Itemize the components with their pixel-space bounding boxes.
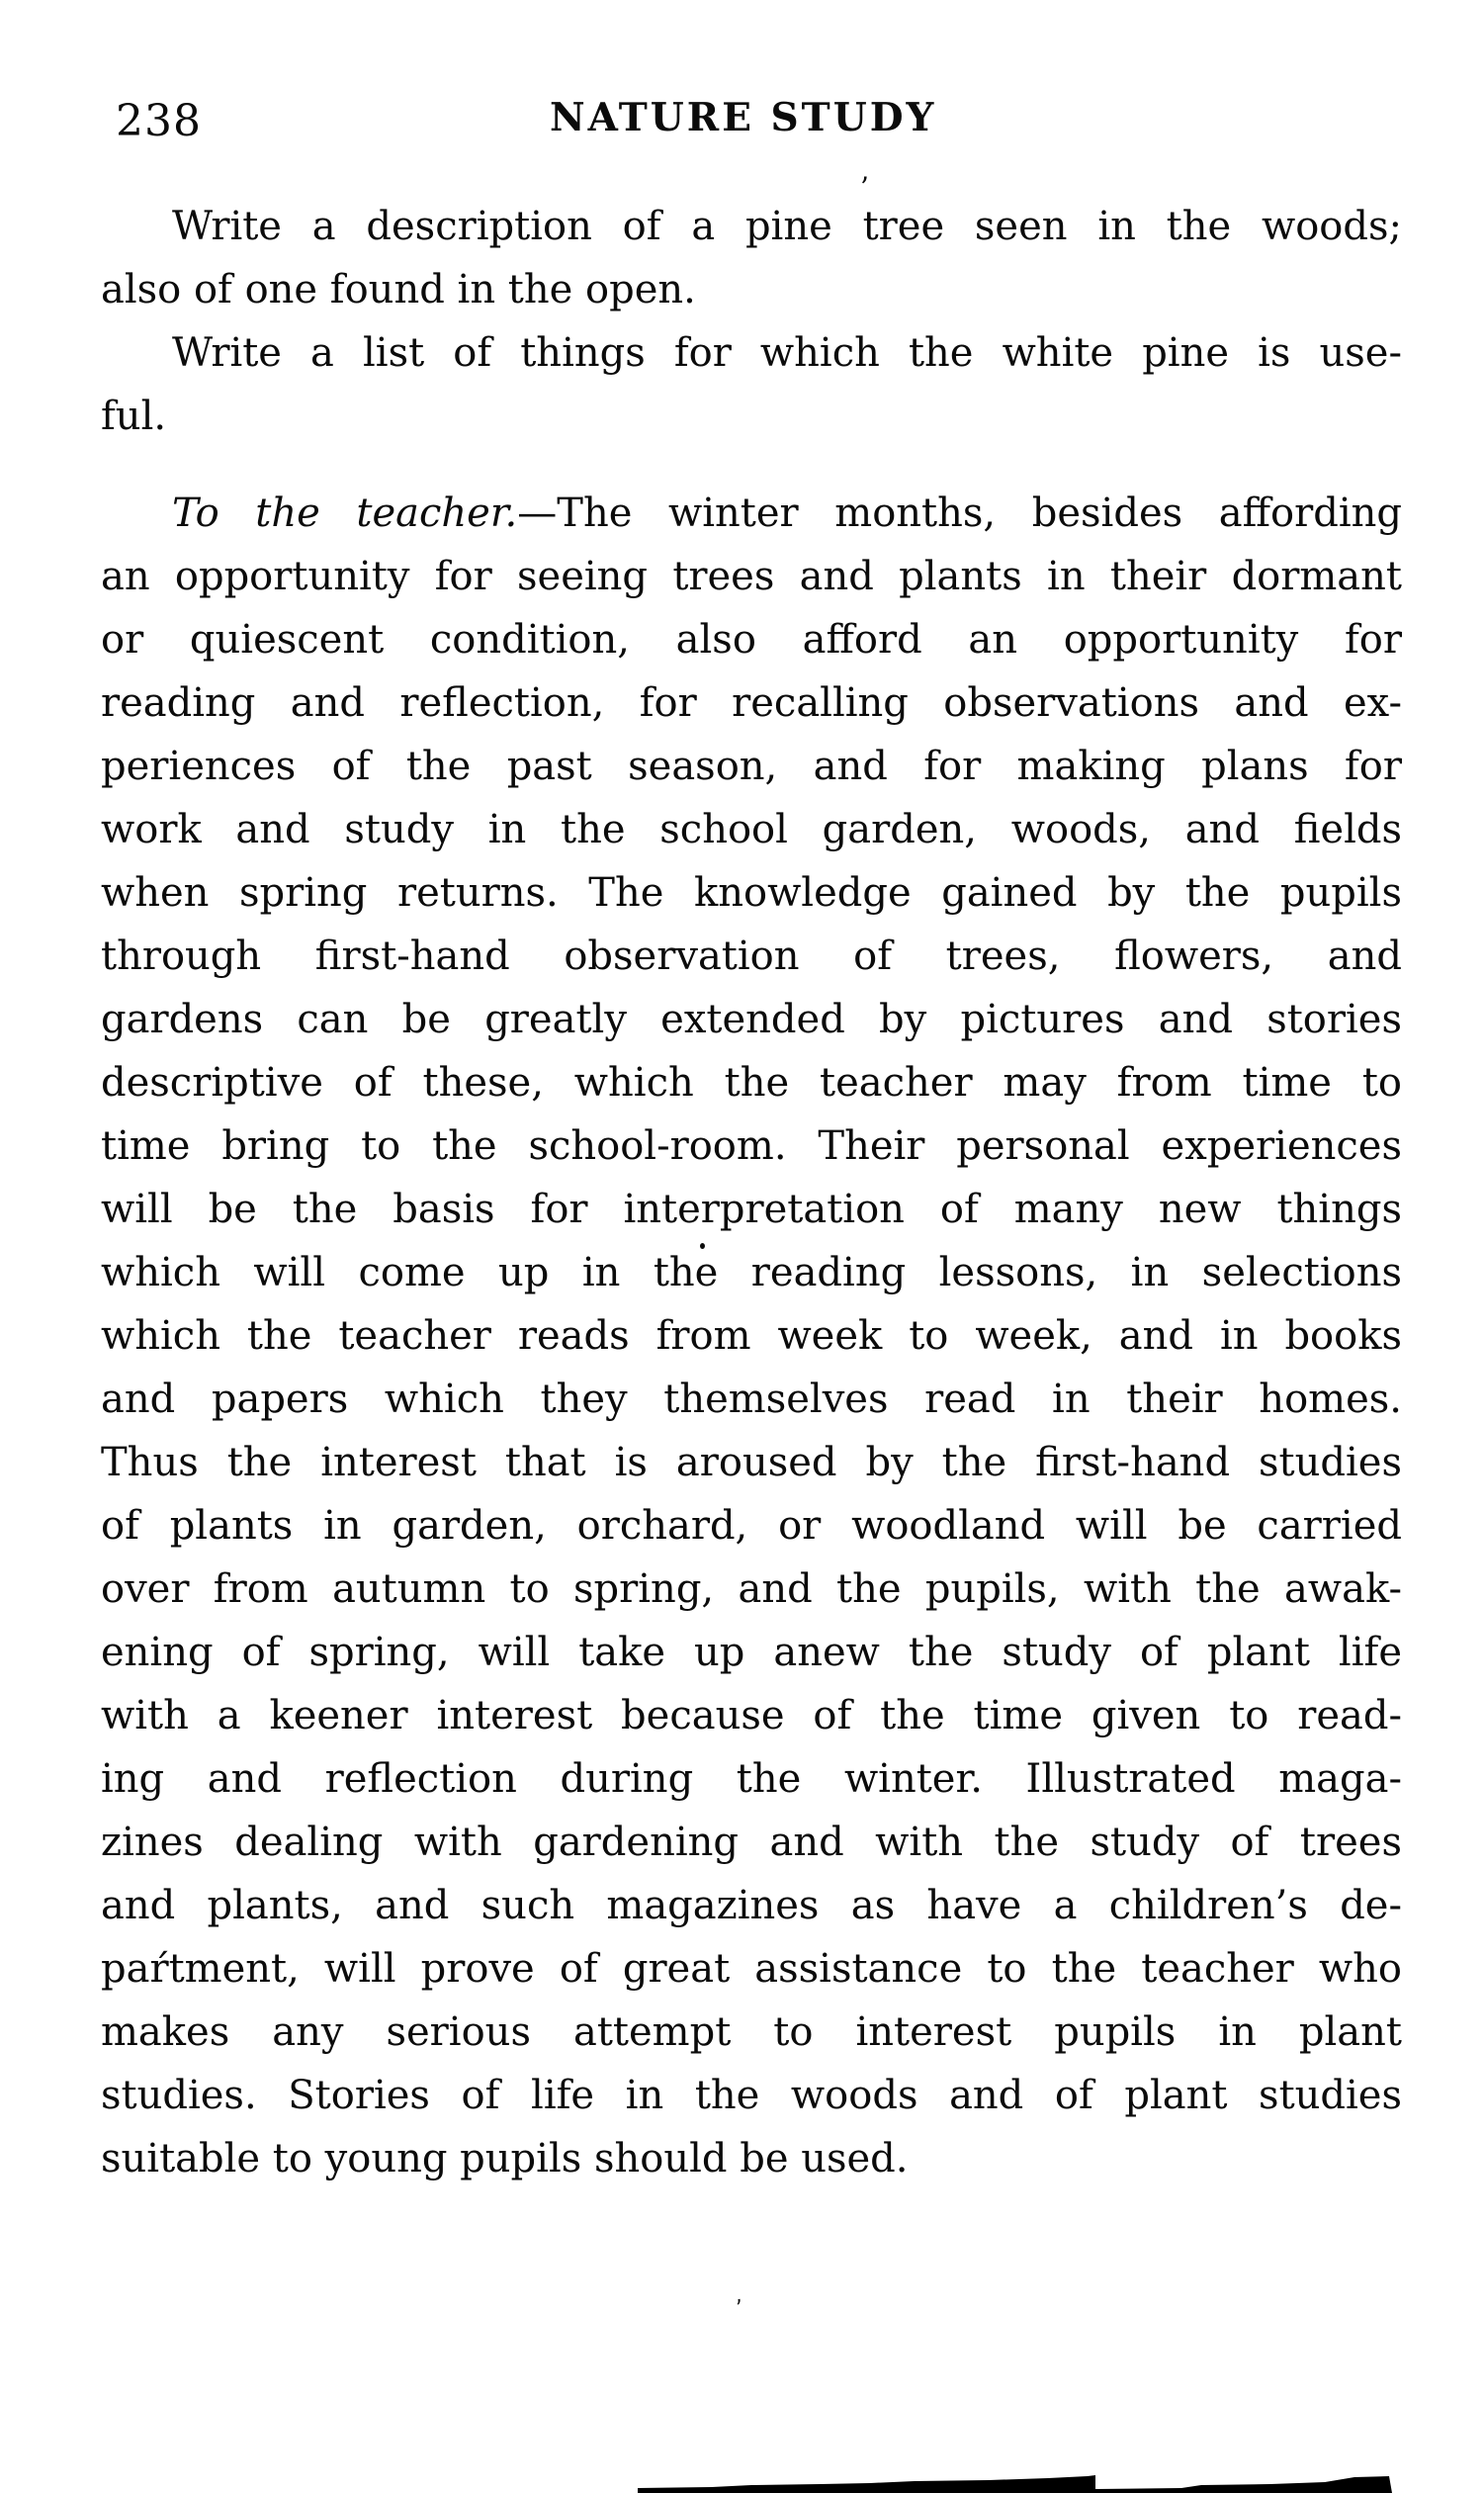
text-line: time bring to the school-room. Their personal experiences <box>101 1123 1402 1169</box>
text-line: with a keener interest because of the time given to read- <box>101 1693 1402 1738</box>
text-line: and papers which they themselves read in their homes. <box>101 1377 1402 1422</box>
scan-speck-bottom: ’ <box>734 2295 746 2322</box>
scan-dot-mid-page <box>700 1243 705 1249</box>
text-line: Write a description of a pine tree seen in the woods; <box>172 204 1402 249</box>
text-line: zines dealing with gardening and with the study of trees <box>101 1820 1402 1865</box>
body-text <box>101 195 1402 2190</box>
text-line: through first-hand observation of trees, flowers, and <box>101 934 1402 979</box>
text-line: suitable to young pupils should be used. <box>101 2136 909 2181</box>
page-number: 238 <box>116 96 202 146</box>
paragraph <box>101 321 1402 448</box>
bottom-scan-shadow <box>633 2473 1394 2493</box>
text-line: and plants, and such magazines as have a children’s de- <box>101 1883 1402 1928</box>
text-line: paŕtment, will prove of great assistance to the teacher who <box>101 1946 1402 1992</box>
shadow-shape <box>638 2475 1392 2493</box>
text-line: gardens can be greatly extended by pictures and stories <box>101 997 1402 1042</box>
text-line: ful. <box>101 394 167 439</box>
text-line: Write a list of things for which the white pine is use- <box>172 330 1402 376</box>
text-line: Thus the interest that is aroused by the first-hand studies <box>101 1440 1402 1485</box>
text-line: To the teacher.—The winter months, besides affording <box>172 490 1403 536</box>
text-line: ening of spring, will take up anew the study of plant life <box>101 1630 1402 1675</box>
scan-speck-above-line1: ’ <box>860 171 869 204</box>
text-line: or quiescent condition, also afford an opportunity for <box>101 617 1402 663</box>
text-line: will be the basis for interpretation of many new things <box>101 1187 1402 1232</box>
text-line: descriptive of these, which the teacher may from time to <box>101 1060 1402 1106</box>
text-line: of plants in garden, orchard, or woodland will be carried <box>101 1503 1402 1549</box>
text-line: studies. Stories of life in the woods and of plant studies <box>101 2073 1402 2118</box>
running-title: NATURE STUDY <box>550 95 937 140</box>
text-line: work and study in the school garden, woods, and fields <box>101 807 1402 852</box>
text-line: which the teacher reads from week to week, and in books <box>101 1313 1402 1359</box>
text-line: reading and reflection, for recalling observations and ex- <box>101 680 1402 726</box>
text-line: periences of the past season, and for making plans for <box>101 744 1402 789</box>
italic-lead: To the teacher. <box>172 490 518 536</box>
text-line: when spring returns. The knowledge gained by the pupils <box>101 870 1402 916</box>
text-line: which will come up in the reading lessons, in selections <box>101 1250 1402 1295</box>
text-line: ing and reflection during the winter. Illustrated maga- <box>101 1756 1402 1802</box>
text-line: makes any serious attempt to interest pupils in plant <box>101 2009 1402 2055</box>
paragraph <box>101 482 1402 2190</box>
text-line: also of one found in the open. <box>101 267 696 312</box>
text-line: an opportunity for seeing trees and plants in their dormant <box>101 554 1402 599</box>
text-line: over from autumn to spring, and the pupils, with the awak- <box>101 1566 1402 1612</box>
paragraph <box>101 195 1402 321</box>
